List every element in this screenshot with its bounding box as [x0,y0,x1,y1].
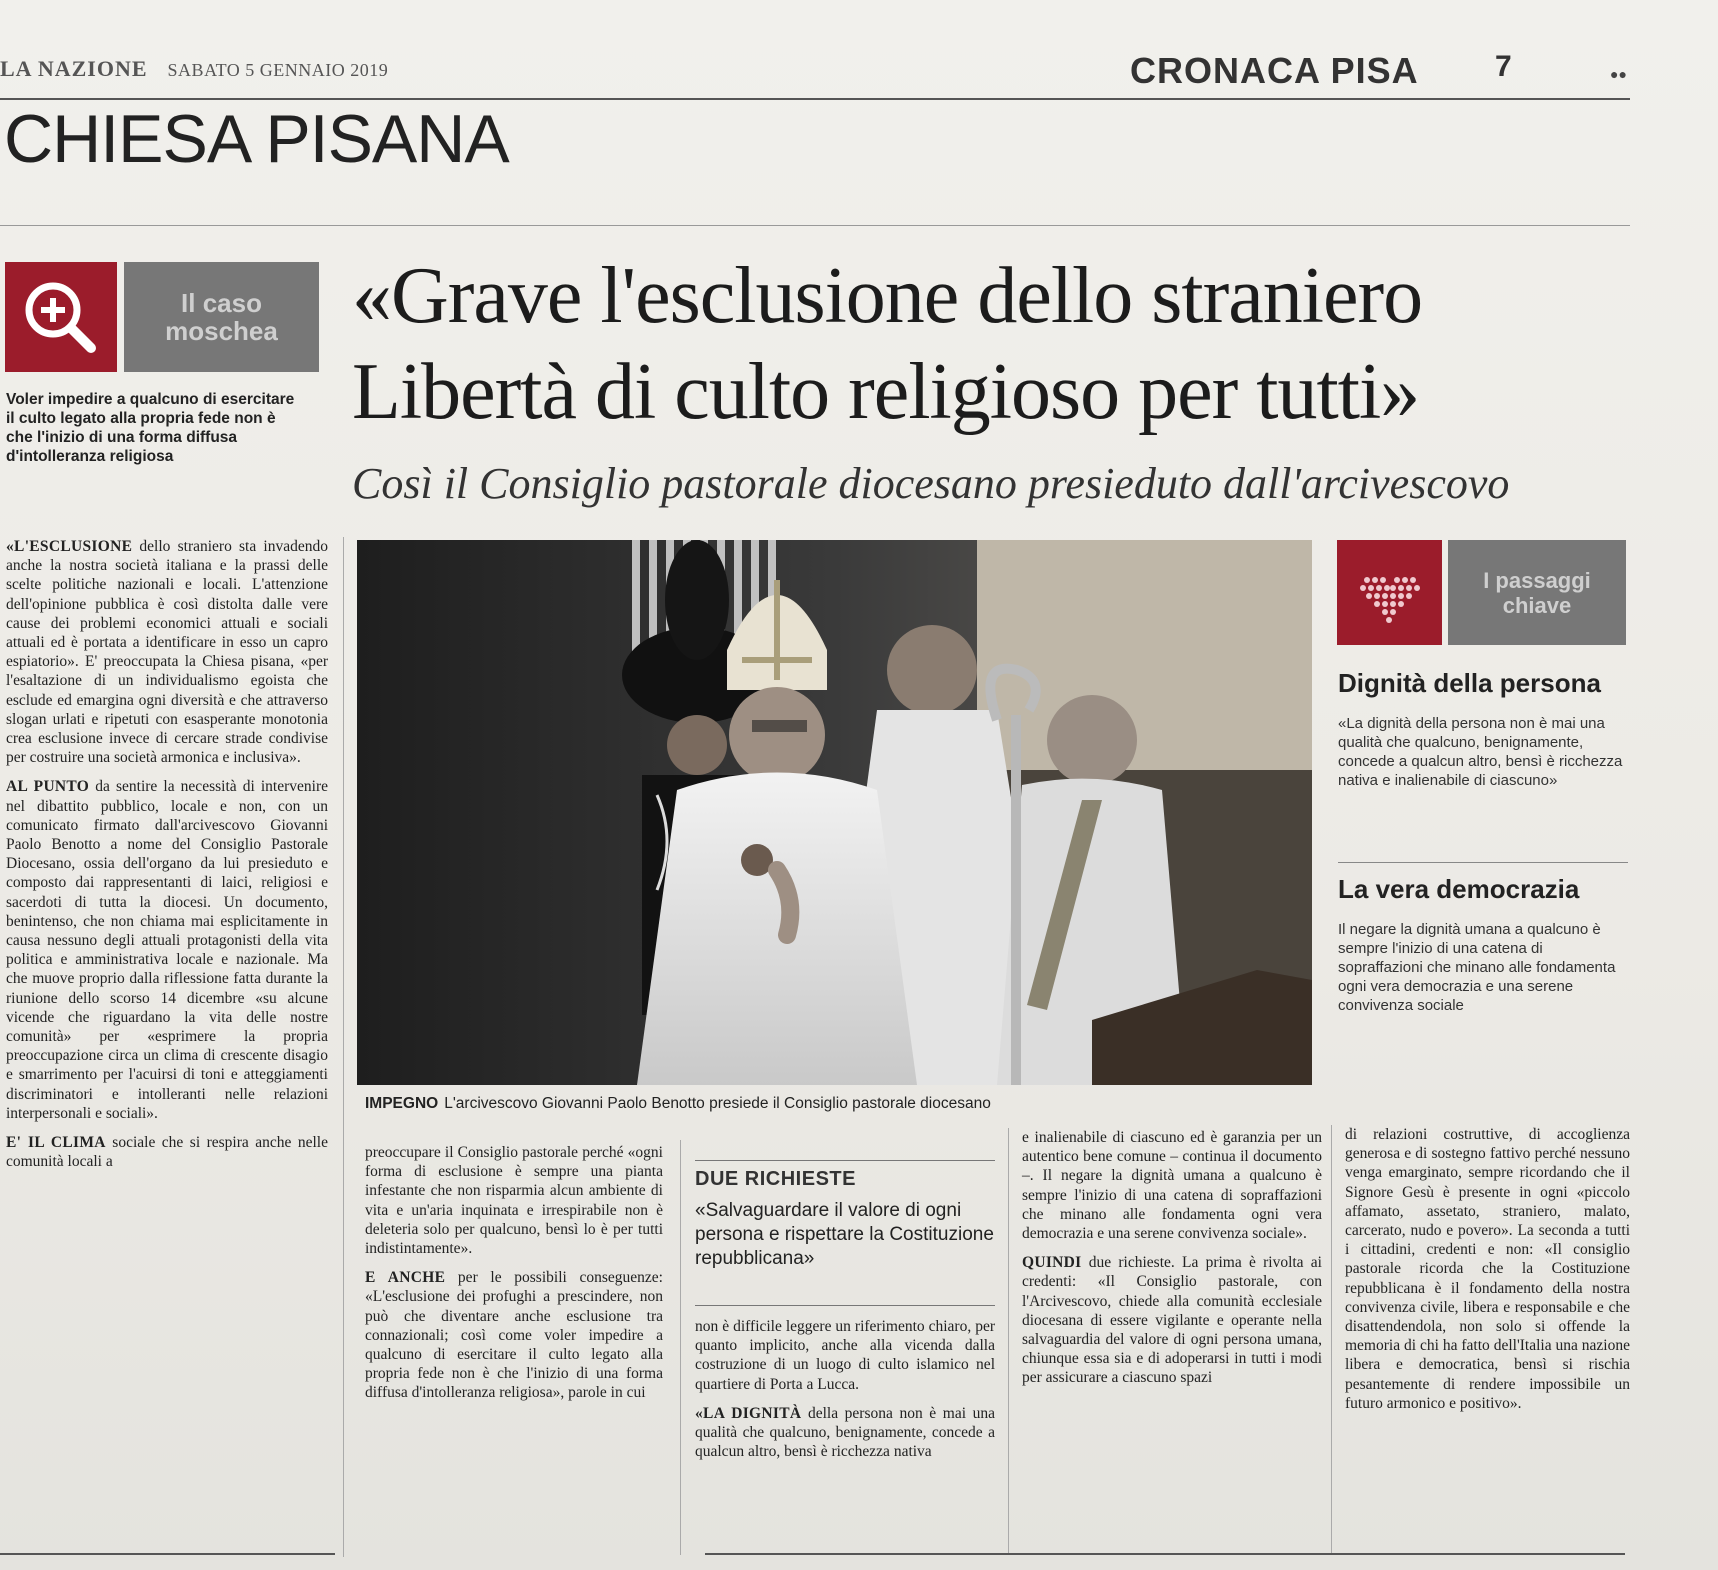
issue-date: SABATO 5 GENNAIO 2019 [167,60,389,80]
article-paragraph [365,1143,663,1258]
box-label-caso-moschea: Il caso moschea [124,262,319,372]
paragraph-text: non è difficile leggere un riferimento chiaro, per quanto implicito, anche alla vicenda dalla costruzione di un luogo di culto islamico nel quartiere di Porta a Lucca. [695,1318,995,1393]
paragraph-lead: «LA DIGNITÀ [695,1404,802,1422]
column-divider [1331,1125,1332,1555]
headline-line-2: Libertà di culto religioso per tutti» [352,348,1420,436]
paragraph-lead: QUINDI [1022,1254,1082,1272]
photo-illustration [357,540,1312,1085]
box-summary: Voler impedire a qualcuno di esercitare il culto legato alla propria fede non è che l'inizio di una forma diffusa d'intolleranza religiosa [6,391,295,465]
paragraph-lead: AL PUNTO [6,778,90,796]
paragraph-lead: E' IL CLIMA [6,1134,106,1152]
headline [352,248,1632,440]
bottom-rule [705,1553,1625,1555]
article-column-1 [6,537,328,1182]
paragraph-text: di relazioni costruttive, di accoglienza generosa e di sostegno fattivo perché nessuno venga emarginato, sempre ricordando che il Signore Gesù è presente in ogni «piccolo affamato, assetato, straniero, malato, carcerato, nudo e povero». La seconda a tutti i cittadini, credenti e non: «Il consiglio pastorale ricorda che la Costituzione repubblicana è il fondamento della nostra convivenza civile, libera e responsabile e che disattendendola, non solo si offende la memoria di chi ha fatto dell'Italia una nazione libera e democratica, bensì si rischia pesantemente di rendere impossibile un futuro armonico e positivo». [1345,1126,1630,1412]
key-point-title: Dignità della persona [1338,668,1601,698]
paragraph-text: per le possibili conseguenze: «L'esclusione dei profughi a prescindere, non può che diventare anche esclusione tra connazionali; così come voler impedire a qualcuno di esercitare il culto legato alla propria fede non è che l'inizio di una forma diffusa d'intolleranza religiosa», parole in cui [365,1269,663,1402]
article-paragraph [695,1317,995,1394]
dots-mark: ●● [1610,66,1627,82]
article-paragraph [6,537,328,767]
dotted-heart-icon [1337,540,1442,645]
masthead-left [0,56,388,82]
paragraph-text: della persona non è mai una qualità che qualcuno, benignamente, concede a qualcun altro, bensì è ricchezza nativa [695,1404,995,1461]
magnifier-plus-icon [5,262,117,372]
page-number: 7 [1495,50,1512,83]
caption-text: L'arcivescovo Giovanni Paolo Benotto presiede il Consiglio pastorale diocesano [444,1095,991,1112]
article-photo [357,540,1312,1085]
key-point-divider [1338,862,1628,863]
article-paragraph [6,777,328,1123]
article-column-2 [365,1143,663,1413]
article-paragraph [365,1268,663,1402]
article-paragraph [6,1133,328,1171]
headline-line-1: «Grave l'esclusione dello straniero [352,252,1423,340]
pull-quote [695,1168,995,1271]
article-paragraph [1345,1125,1630,1413]
paragraph-lead: E ANCHE [365,1269,446,1287]
paragraph-lead: «L'ESCLUSIONE [6,538,133,555]
paragraph-text: dello straniero sta invadendo anche la nostra società italiana e la prassi delle scelte politiche nazionali e locali. L'attenzione dell'opinione pubblica è così distolta dalle vere cause dei problemi economici attuali e sociali attuali ed è portata a identificare in esso un capro espiatorio». E' preoccupata la Chiesa pisana, «per l'esaltazione di un individualismo egoista che esclude ed emargina ogni diversità e che attraverso slogan urlati e ripetuti con esasperante monotonia crea esclusione invece di cercare strade condivise per costruire una società armonica e inclusiva». [6,538,328,767]
paragraph-text: e inalienabile di ciascuno ed è garanzia per un autentico bene comune – continua il documento –. Il negare la dignità umana a qualcuno è sempre l'inizio di una catena di sopraffazioni che minano alle fondamenta ogni vera democrazia e una serene convivenza sociale». [1022,1129,1322,1243]
subheadline: Così il Consiglio pastorale diocesano presieduto dall'arcivescovo [352,459,1510,508]
section-name: CRONACA PISA [1130,50,1419,91]
masthead [0,50,1640,94]
article-paragraph [1022,1128,1322,1243]
paragraph-text: da sentire la necessità di intervenire nel dibattito pubblico, locale e non, con un comunicato firmato dall'arcivescovo Giovanni Paolo Benotto a nome del Consiglio Pastorale Diocesano, ossia dell'organo da lui presieduto e composto dai rappresentanti di laici, religiosi e sacerdoti di tutta la diocesi. Un documento, benintenso, che non chiama mai esplicitamente in causa nessuno degli attuali protagonisti della vita politica e amministrativa locale e nazionale. Ma che muove proprio dalla riflessione fatta durante la riunione dello scorso 14 dicembre «su alcune vicende che riguardano la vita delle nostre comunità» per «esprimere la propria preoccupazione circa un clima di crescente disagio e smarrimento per l'acuirsi di toni e atteggiamenti discriminatori e intolleranti nelle relazioni interpersonali e sociali». [6,778,329,1122]
pull-quote-kicker: DUE RICHIESTE [695,1168,856,1190]
pull-quote-rule-bottom [695,1305,995,1306]
pull-quote-text: «Salvaguardare il valore di ogni persona e rispettare la Costituzione repubblicana» [695,1200,994,1269]
article-column-4 [1022,1128,1322,1398]
paragraph-text: sociale che si respira anche nelle comunità locali a [6,1134,328,1171]
newspaper-name: LA NAZIONE [0,56,148,81]
article-paragraph [695,1404,995,1462]
column-divider [1008,1128,1009,1555]
paragraph-text: due richieste. La prima è rivolta ai credenti: «Il Consiglio pastorale, con l'Arcivescovo, chiede alla comunità ecclesiale diocesana di essere vigilante e operante nella salvaguardia del valore di ogni persona umana, chiunque essa sia e di adoperarsi in tutti i modi per assicurare a ciascuno spazi [1022,1254,1322,1387]
section-rule [0,225,1630,226]
paragraph-text: preoccupare il Consiglio pastorale perché «ogni forma di esclusione è sempre una pianta infestante che non risparmia alcun ambiente di vita e un'aria inquinata e irrespirabile non è deleteria solo per qualcuno, bensì lo è per tutti indistintamente». [365,1144,663,1258]
article-paragraph [1022,1253,1322,1387]
article-column-5 [1345,1125,1630,1423]
caption-kicker: IMPEGNO [365,1095,439,1112]
pull-quote-rule-top [695,1160,995,1161]
key-point-title: La vera democrazia [1338,874,1580,904]
bottom-rule [0,1553,335,1555]
section-title: CHIESA PISANA [4,101,509,177]
box-label-passaggi-chiave: I passaggi chiave [1448,540,1626,645]
key-point-text: «La dignità della persona non è mai una qualità che qualcuno, benignamente, concede a qualcun altro, bensì è ricchezza nativa e inalienabile di ciascuno» [1338,715,1623,789]
photo-caption [365,1095,1305,1113]
key-point-text: Il negare la dignità umana a qualcuno è sempre l'inizio di una catena di sopraffazioni che minano alle fondamenta ogni vera democrazia e una serene convivenza sociale [1338,921,1616,1014]
column-divider [343,537,344,1557]
article-column-3 [695,1317,995,1471]
column-divider [680,1140,681,1555]
